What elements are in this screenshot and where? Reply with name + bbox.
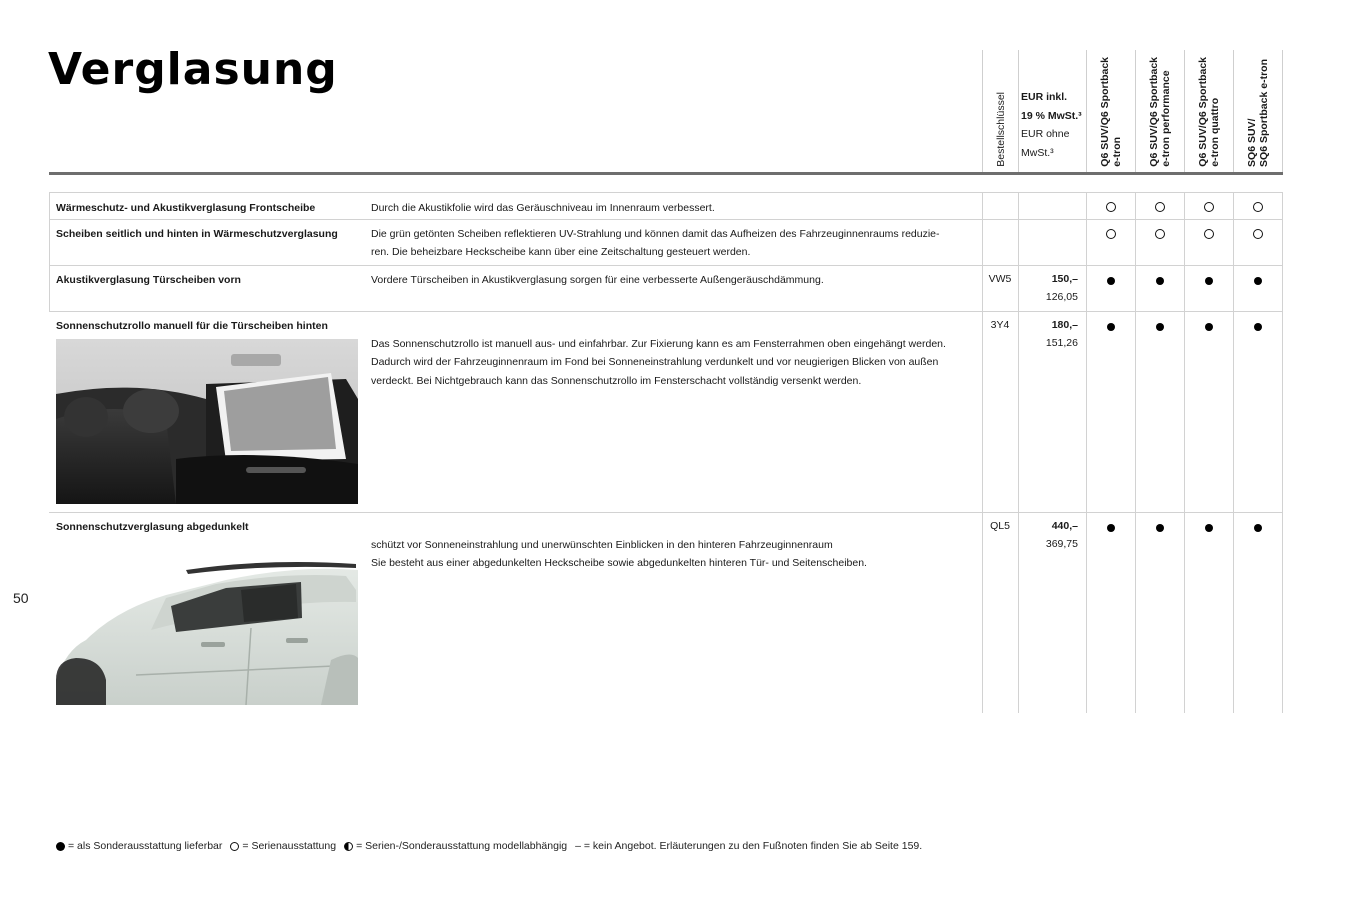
header-code-label: Bestellschlüssel xyxy=(994,92,1007,167)
row-description: schützt vor Sonneneinstrahlung und unerwünschten Einblicken in den hinteren Fahrzeuginnenraum Sie besteht aus einer abgedunkelten Heckscheibe sowie abgedunkelten hinteren Tür- und Seitenscheiben. xyxy=(371,539,867,570)
mark-serial xyxy=(1184,202,1233,212)
order-code: QL5 xyxy=(990,520,1010,532)
header-model-3 xyxy=(1184,50,1233,172)
page-number: 50 xyxy=(13,590,29,606)
mark-serial xyxy=(1184,229,1233,239)
row-name: Wärmeschutz- und Akustikverglasung Frontscheibe xyxy=(56,202,316,214)
model-3-line1: Q6 SUV/Q6 Sportback xyxy=(1197,57,1209,167)
model-dependent-half-circle-icon xyxy=(344,842,353,851)
model-4-line1: SQ6 SUV/ xyxy=(1246,118,1258,167)
model-1-line2: e-tron xyxy=(1111,137,1123,167)
mark-serial xyxy=(1086,202,1135,212)
model-3-line2: e-tron quattro xyxy=(1209,98,1221,167)
mark-optional xyxy=(1233,322,1282,331)
row-description: Vordere Türscheiben in Akustikverglasung sorgen für eine verbesserte Außengeräuschdämmung. xyxy=(371,274,824,286)
row-name: Akustikverglasung Türscheiben vorn xyxy=(56,274,241,286)
mark-optional xyxy=(1233,523,1282,532)
legend xyxy=(56,840,922,852)
legend-model-dependent: = Serien-/Sonderausstattung modellabhängig xyxy=(356,840,568,852)
mark-serial xyxy=(1086,229,1135,239)
mark-optional xyxy=(1233,276,1282,285)
legend-serial: = Serienausstattung xyxy=(242,840,337,852)
mark-optional xyxy=(1184,523,1233,532)
mark-serial xyxy=(1233,229,1282,239)
legend-optional: = als Sonderausstattung lieferbar xyxy=(68,840,223,852)
mark-optional xyxy=(1086,322,1135,331)
mark-optional xyxy=(1086,523,1135,532)
table-row xyxy=(49,192,1283,219)
table-row xyxy=(49,219,1283,265)
mark-optional xyxy=(1184,322,1233,331)
equipment-table xyxy=(49,192,1283,713)
mark-serial xyxy=(1135,202,1184,212)
legend-none: – = kein Angebot. Erläuterungen zu den Fußnoten finden Sie ab Seite 159. xyxy=(575,840,923,852)
mark-serial xyxy=(1233,202,1282,212)
table-row xyxy=(49,512,1283,713)
table-row xyxy=(49,265,1283,311)
model-1-line1: Q6 SUV/Q6 Sportback xyxy=(1099,57,1111,167)
mark-optional xyxy=(1135,276,1184,285)
page-title: Verglasung xyxy=(48,44,338,95)
row-name: Sonnenschutzrollo manuell für die Türscheiben hinten xyxy=(56,320,328,332)
order-code: VW5 xyxy=(988,273,1012,285)
model-2-line2: e-tron performance xyxy=(1160,70,1172,167)
header-model-1 xyxy=(1086,50,1135,172)
model-4-line2: SQ6 Sportback e-tron xyxy=(1258,59,1270,167)
row-description: Durch die Akustikfolie wird das Geräuschniveau im Innenraum verbessert. xyxy=(371,202,715,214)
rear-seat-sunshade-photo xyxy=(56,339,358,504)
row-name: Sonnenschutzverglasung abgedunkelt xyxy=(56,521,249,533)
mark-optional xyxy=(1086,276,1135,285)
header-rule xyxy=(49,172,1283,175)
row-description: Die grün getönten Scheiben reflektieren UV-Strahlung und können damit das Aufheizen des Fahrzeuginnenraums reduzie- ren. Die beheizbare Heckscheibe kann über eine Zeitschaltung gesteuert werden. xyxy=(371,228,940,259)
header-model-2 xyxy=(1135,50,1184,172)
row-name: Scheiben seitlich und hinten in Wärmeschutzverglasung xyxy=(56,228,338,240)
order-code: 3Y4 xyxy=(990,319,1010,331)
price: 180,– 151,26 xyxy=(1045,319,1078,350)
mark-serial xyxy=(1135,229,1184,239)
mark-optional xyxy=(1135,523,1184,532)
optional-dot-icon xyxy=(56,842,65,851)
price: 440,– 369,75 xyxy=(1045,520,1078,551)
header-price-label: EUR inkl. 19 % MwSt.³ EUR ohne MwSt.³ xyxy=(1021,91,1082,159)
row-description: Das Sonnenschutzrollo ist manuell aus- und einfahrbar. Zur Fixierung kann es am Fensterrahmen oben eingehängt werden. Dadurch wird der Fahrzeuginnenraum im Fond bei Sonneneinstrahlung verdunkelt und vor neugierigen Blicken von außen verdeckt. Bei Nichtgebrauch kann das Sonnenschutzrollo im Fensterschacht vollständig versenkt werden. xyxy=(371,338,946,387)
table-row xyxy=(49,311,1283,512)
tinted-windows-car-photo xyxy=(56,540,358,705)
model-2-line1: Q6 SUV/Q6 Sportback xyxy=(1148,57,1160,167)
price: 150,– 126,05 xyxy=(1045,273,1078,304)
header-model-4 xyxy=(1233,50,1283,172)
serial-circle-icon xyxy=(230,842,239,851)
mark-optional xyxy=(1135,322,1184,331)
header-code-column xyxy=(982,50,1018,172)
mark-optional xyxy=(1184,276,1233,285)
